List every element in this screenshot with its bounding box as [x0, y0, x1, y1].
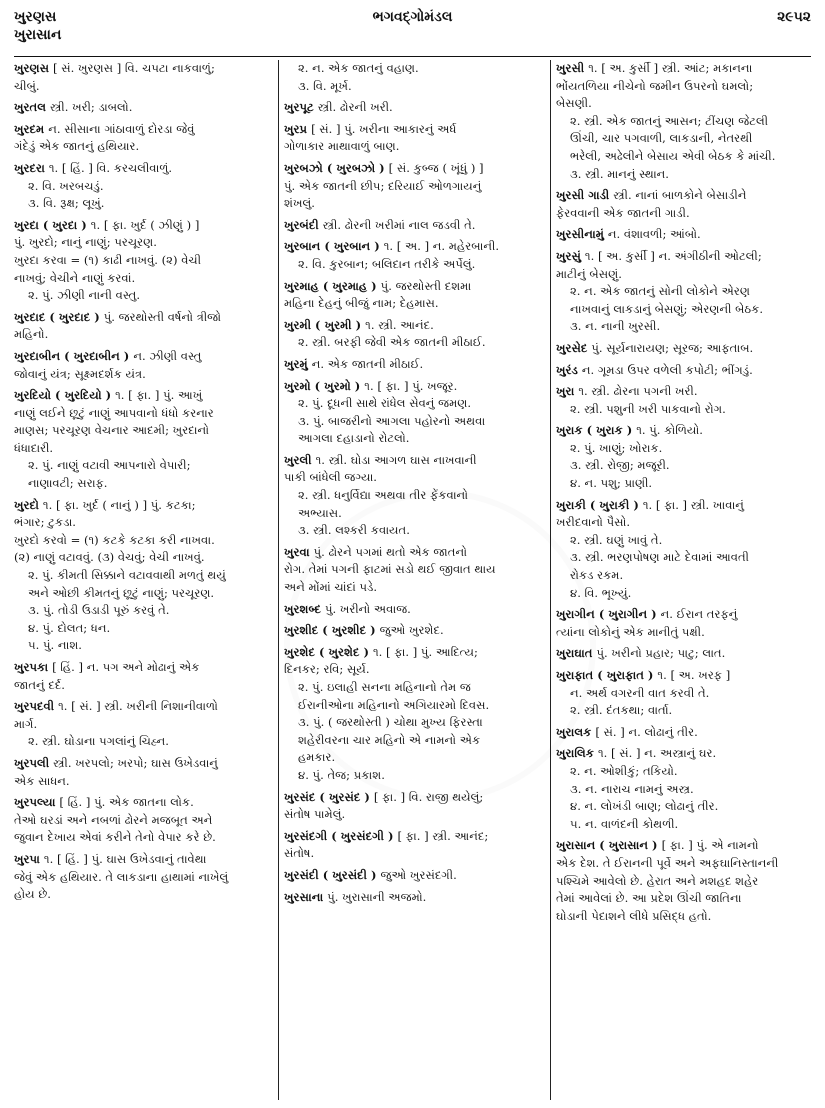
dictionary-entry [284, 828, 544, 863]
entry-definition-line: ખુરદા કરવા = (૧) કાઢી નાખવું. (૨) વેચી [14, 252, 202, 267]
entry-headword: ખુરાલક [556, 724, 592, 739]
entry-definition-line: ૧. સ્ત્રી. ઘોડા આગળ ઘાસ નાખવાની [315, 452, 477, 467]
entry-sense: નાણાવટી; સરાફ. [28, 476, 108, 491]
entry-definition-line: ન. એક જાતની મીઠાઈ. [311, 356, 424, 371]
entry-headword: ખુરાક ( ખુરાક ) [556, 423, 633, 438]
entry-headword: ખુરપ્ર [284, 121, 308, 136]
entry-headword: ખુરાકી ( ખુરાકી ) [556, 497, 639, 512]
entry-definition-line: ૧. [ અ. ] ન. મહેરબાની. [383, 239, 500, 254]
dictionary-entry [284, 238, 544, 273]
header-rule [14, 56, 811, 57]
entry-headword: ખુરલી [284, 452, 312, 467]
dictionary-entry [284, 867, 544, 885]
entry-definition-line: [ સં. ] પું. ખરીના આકારનું અર્ધ [311, 121, 457, 136]
entry-definition-line: [ હિં. ] ન. પગ અને મોઢાનું એક [52, 660, 200, 674]
dictionary-entry [284, 160, 544, 213]
entry-sense: ૨. પું. નાણું વટાવી આપનારો વેપારી; [28, 458, 191, 473]
entry-sense: ૨. ન. એક જાતનું વહાણ. [298, 61, 419, 75]
entry-sense: ૪. ન. લોખંડી બાણ; લોઢાનું તીર. [570, 799, 719, 814]
entry-headword: ખુરા [556, 384, 575, 399]
entry-definition-line: ન. વંશાવળી; આંબો. [607, 227, 701, 242]
entry-headword: ખુરપા [14, 851, 40, 866]
entry-definition-line: અને મોંમાં ચાંદાં પડે. [284, 580, 378, 595]
entry-definition-line: મહિનો. [14, 327, 49, 342]
entry-definition-line: જાતનું દર્દ. [14, 677, 65, 692]
entry-sense: ઈરાનીઓના મહિનાનો અગિયારમો દિવસ. [298, 697, 490, 712]
entry-definition-line: ૧. સ્ત્રી. ઢોરના પગની ખરી. [578, 384, 698, 399]
entry-headword: ખુરદાબીન ( ખુરદાબીન ) [14, 348, 130, 363]
entry-headword: ખુરંડ [556, 362, 578, 377]
page-header [14, 8, 811, 60]
entry-definition-line: બેસણી. [556, 96, 592, 111]
entry-definition-line: [ ફા. ] પું. એ નામનો [661, 838, 759, 853]
entry-headword: ખુરબાન ( ખુરબાન ) [284, 239, 380, 254]
entry-definition-line: [ સં. ખુરણસ ] વિ. ચપટા નાકવાળું; [53, 61, 215, 75]
entry-definition-line: જુઓ ખુરસંદગી. [380, 867, 457, 882]
entry-definition-line: ભંગાર; ટુકડા. [14, 515, 76, 530]
entry-definition-line: તેઓ ઘરડાં અને નબળાં ઢોરને મજબૂત અને [14, 812, 213, 827]
entry-definition-line: નાણું લઈને છૂટું નાણું આપવાનો ધંધો કરનાર [14, 405, 214, 420]
dictionary-entry [284, 121, 544, 156]
dictionary-entry [556, 745, 811, 833]
entry-definition-line: ન. ઝીણી વસ્તુ [133, 348, 202, 363]
entry-sense: ઊંચી, ચાર પગવાળી, લાકડાની, નેતરથી [570, 131, 753, 146]
dictionary-entry [284, 452, 544, 540]
entry-definition-line: પું. જરથોસ્તી વર્ષનો ત્રીજો [103, 309, 222, 324]
entry-sense: રોકડ રકમ. [570, 568, 624, 583]
dictionary-entry [284, 99, 544, 117]
entry-headword: ખુરમાહ ( ખુરમાહ ) [284, 278, 377, 293]
entry-definition-line: એક સાધન. [14, 773, 70, 788]
entry-definition-line: પું. ખરીનો પ્રહાર; પાટુ; લાત. [596, 646, 726, 661]
entry-sense: ૩. વિ. મૂર્ખ. [298, 78, 352, 93]
entry-headword: ખુરદરા [14, 160, 45, 175]
entry-headword: ખુરાગીન ( ખુરાગીન ) [556, 607, 657, 622]
entry-definition-line: જુવાન દેખાય એવાં કરીને તેનો વેપાર કરે છે. [14, 830, 216, 845]
entry-definition-line: ચીબું. [14, 78, 40, 93]
entry-headword: ખુરાલિક [556, 746, 594, 761]
entry-definition-line: દિનકર; રવિ; સૂર્ય. [284, 662, 370, 677]
entry-sense: ૨. સ્ત્રી. ઘોડાના પગલાંનું ચિહ્ન. [28, 734, 169, 749]
entry-sense: ૨. વિ. કુરબાન; બલિદાન તરીકે અર્પેલું. [298, 256, 476, 271]
entry-sense: ૨. ન. ઓશીકું; તકિયો. [570, 763, 678, 778]
entry-definition-line: સંતોષ પામેલું. [284, 807, 346, 822]
last-guide-word: ખુરાસાન [14, 27, 62, 43]
dictionary-entry [284, 317, 544, 352]
entry-definition-line: ૧. [ હિં. ] પું. ઘાસ ઉખેડવાનું તાવેથા [43, 851, 207, 866]
entry-definition-line: સ્ત્રી. ખરી; ડાબલો. [49, 100, 133, 115]
entry-definition-line: હોય છે. [14, 887, 51, 902]
entry-definition-line: ખરીદવાનો પૈસો. [556, 515, 631, 530]
entry-definition-line: શંખલું. [284, 196, 315, 211]
dictionary-entry [284, 544, 544, 597]
entry-definition-line: ફેરવવાની એક જાતની ગાડી. [556, 205, 690, 220]
entry-sense: ૩. પું. તોડી ઉડાડી પૂરું કરવું તે. [28, 603, 170, 618]
entry-sense: ૩. પું. બાજરીનો આગલા પહોરનો અથવા [298, 413, 486, 428]
entry-definition-line: [ સં. ] ન. લોઢાનું તીર. [595, 724, 698, 739]
dictionary-columns [14, 60, 811, 1100]
entry-sense: ૪. ન. પશુ; પ્રાણી. [570, 476, 653, 491]
entry-definition-line: ન. ગૂમડા ઉપર વળેલી કપોટી; ભીંગડું. [581, 362, 753, 377]
entry-definition-line: પાકી બાંધેલી જગ્યા. [284, 470, 377, 485]
dictionary-entry [284, 789, 544, 824]
entry-definition-line: જુઓ ખુરશેદ. [379, 623, 444, 638]
dictionary-entry [14, 659, 272, 694]
entry-definition-line: ભોંયતળિયા નીચેનો જમીન ઉપરનો ઘમલો; [556, 78, 754, 93]
entry-definition-line: પશ્ચિમે આવેલો છે. હેરાત અને મશહદ શહેર [556, 873, 759, 888]
entry-sense: ૪. પું. તેજ; પ્રકાશ. [298, 767, 385, 782]
entry-headword: ખુરપૂટ [284, 100, 314, 115]
entry-definition-line: પું. ખુરાસાની અજમો. [327, 889, 427, 904]
entry-sense: ૨. ન. એક જાતનું સોની લોકોને એરણ [570, 284, 750, 299]
entry-headword: ખુરાઘાત [556, 646, 593, 661]
entry-definition-line: તેમાં આવેલાં છે. આ પ્રદેશ ઊંચી જાતિના [556, 891, 742, 906]
entry-sense: ૨. પું. ઝીણી નાની વસ્તુ. [28, 288, 141, 303]
entry-headword: ખુરસેદ [556, 340, 588, 355]
entry-sense: ૨. વિ. ખરબચડું. [28, 178, 104, 193]
entry-headword: ખુરમો ( ખુરમો ) [284, 378, 361, 393]
dictionary-entry [556, 248, 811, 336]
entry-sense: ૪. પું. દોલત; ધન. [28, 620, 111, 635]
dictionary-entry [556, 60, 811, 183]
book-title: ભગવદ્ગોમંડલ [372, 9, 453, 25]
dictionary-entry [556, 645, 811, 663]
entry-definition-line: ૧. [ ફા. ખુર્દ ( નાનું ) ] પું. કટકા; [42, 497, 196, 512]
entry-headword: ખુરસાના [284, 889, 324, 904]
entry-headword: ખુરદો [14, 497, 39, 512]
entry-definition-line: ૧. [ ફા. ] પું. આખું [115, 388, 203, 403]
entry-headword: ખુરસીનામું [556, 227, 604, 242]
entry-definition-line: ૧. પું. કોળિયો. [636, 423, 703, 438]
dictionary-entry [556, 226, 811, 244]
entry-headword: ખુરસંદગી ( ખુરસંદગી ) [284, 828, 394, 843]
entry-definition-line: ન. સીસાના ગાંઠાવાળું દોરડા જેવું [48, 121, 195, 136]
entry-definition-line: પું. સૂર્યનારાયણ; સૂરજ; આફતાબ. [591, 340, 754, 355]
entry-definition-line: ૧. [ સં. ] સ્ત્રી. ખરીની નિશાનીવાળો [58, 699, 218, 714]
entry-definition-line: [ સં. કુબ્જ ( ખૂંધું ) ] [388, 160, 484, 175]
entry-sense: ૨. પું. ખાણું; ખોરાક. [570, 440, 663, 455]
entry-headword: ખુરમી ( ખુરમી ) [284, 317, 362, 332]
entry-definition-line: માર્ગ. [14, 716, 38, 731]
entry-sense: આગલા દહાડાનો રોટલો. [298, 431, 410, 446]
dictionary-entry [14, 387, 272, 493]
entry-headword: ખુરસી ગાડી [556, 188, 610, 203]
entry-headword: ખુરણસ [14, 61, 50, 75]
dictionary-entry [14, 755, 272, 790]
dictionary-entry [284, 601, 544, 619]
entry-definition-line: ૧. [ ફા. ] પું. આદિત્ય; [372, 644, 478, 659]
entry-headword: ખુરસી [556, 61, 585, 75]
entry-sense: ૨. સ્ત્રી. એક જાતનું આસન; ટીંચણ જેટલી [570, 113, 769, 128]
dictionary-entry [14, 698, 272, 751]
entry-definition-line: ધંધાદારી. [14, 440, 54, 455]
dictionary-entry [284, 60, 544, 95]
entry-headword: ખુરશબ્દ [284, 601, 321, 616]
entry-definition-line: પું. જરથોસ્તી દશમા [380, 278, 472, 293]
column-divider [550, 60, 551, 1100]
entry-sense: ૩. ન. નારાચ નામનું અસ્ત્ર. [570, 781, 694, 796]
entry-definition-line: ત્યાંના લોકોનું એક માનીતું પક્ષી. [556, 624, 705, 639]
dictionary-entry [14, 99, 272, 117]
entry-sense: ૫. ન. વાળંદની કોથળી. [570, 816, 679, 831]
entry-headword: ખુરદમ [14, 121, 45, 136]
entry-sense: નાખવાનું લાકડાનું બેસણું; એરણની બેઠક. [570, 301, 764, 316]
entry-headword: ખુરાસાન ( ખુરાસાન ) [556, 838, 658, 853]
entry-sense: ૩. સ્ત્રી. લશ્કરી કવાયત. [298, 523, 410, 538]
entry-headword: ખુરવા [284, 544, 310, 559]
entry-sense: ૩. સ્ત્રી. રોજી; મજૂરી. [570, 458, 670, 473]
dictionary-entry [284, 622, 544, 640]
dictionary-entry [14, 309, 272, 344]
dictionary-entry [284, 889, 544, 907]
entry-headword: ખુરસંદ ( ખુરસંદ ) [284, 789, 370, 804]
entry-definition-line: ખુરદો કરવો = (૧) કટકે કટકા કરી નાખવા. [14, 532, 215, 547]
entry-sense: અને ઓછી કીમતનું છૂટું નાણું; પરચૂરણ. [28, 585, 215, 600]
entry-sense: ૩. સ્ત્રી. માનનું સ્થાન. [570, 166, 669, 181]
dictionary-entry [14, 60, 272, 95]
entry-headword: ખુરદા ( ખુરદા ) [14, 217, 87, 232]
dictionary-entry [14, 217, 272, 305]
entry-sense: ૨. પું. દૂધની સાથે રાંધેલ સેવનું જમણ. [298, 396, 472, 411]
entry-definition-line: ગોળાકાર માથાવાળું બાણ. [284, 139, 400, 154]
entry-definition-line: (૨) નાણું વટાવવું. (૩) વેચવું; વેચી નાખવું. [14, 550, 205, 565]
dictionary-entry [556, 383, 811, 418]
dictionary-entry [556, 187, 811, 222]
dictionary-entry [556, 606, 811, 641]
dictionary-entry [284, 278, 544, 313]
dictionary-entry [556, 362, 811, 380]
entry-definition-line: સ્ત્રી. ઢોરની ખરી. [317, 100, 393, 115]
dictionary-entry [556, 497, 811, 603]
entry-sense: ભરેલી, અઢેલીને બેસાય એવી બેઠક કે માંચી. [570, 148, 776, 163]
dictionary-entry [14, 160, 272, 213]
entry-definition-line: [ ફા. ] વિ. રાજી થયેલું; [373, 789, 484, 804]
dictionary-entry [14, 851, 272, 904]
entry-definition-line: એક દેશ. તે ઈરાનની પૂર્વે અને અફઘાનિસ્તાનની [556, 855, 779, 870]
first-guide-word: ખુરણસ [14, 9, 57, 25]
entry-headword: ખુરતલ [14, 100, 46, 115]
entry-headword: ખુરદિયો ( ખુરદિયો ) [14, 388, 112, 403]
entry-headword: ખુરસંદી ( ખુરસંદી ) [284, 867, 377, 882]
entry-definition-line: ૧. [ ફા. ખુર્દ ( ઝીણું ) ] [90, 217, 200, 232]
entry-definition-line: જેવું એક હથિયાર. તે લાકડાના હાથામાં નાખેલું [14, 869, 229, 884]
entry-definition-line: રોગ. તેમાં પગની ફાટમાં સડો થઈ જીવાત થાય [284, 562, 496, 577]
entry-definition-line: માટીનું બેસણું. [556, 266, 622, 281]
dictionary-entry [556, 667, 811, 720]
entry-definition-line: નાખવું; વેચીને નાણું કરવાં. [14, 270, 136, 285]
entry-headword: ખુરપલી [14, 755, 50, 770]
column-3 [556, 60, 811, 1100]
entry-headword: ખુરસું [556, 248, 581, 263]
entry-definition-line: ૧. સ્ત્રી. આનંદ. [365, 317, 434, 332]
entry-headword: ખુરપકા [14, 660, 49, 674]
entry-headword: ખુરશીદ ( ખુરશીદ ) [284, 623, 376, 638]
entry-headword: ખુરશેદ ( ખુરશેદ ) [284, 644, 369, 659]
entry-definition-line: પું. ખુરદો; નાનું નાણું; પરચૂરણ. [14, 235, 157, 250]
entry-definition-line: ન. ઈરાન તરફનું [660, 607, 738, 622]
entry-definition-line: પું. એક જાતની છીપ; દરિયાઈ ઓળગાયનું [284, 178, 482, 193]
entry-sense: ૫. પું. નાશ. [28, 638, 82, 653]
dictionary-entry [556, 837, 811, 925]
dictionary-entry [14, 497, 272, 655]
entry-sense: ૪. વિ. ભૂખ્યું. [570, 585, 632, 600]
entry-definition-line: [ હિં. ] પું. એક જાતના લોક. [59, 795, 194, 810]
entry-definition-line: ૧. [ અ. ખરફ ] [657, 668, 731, 682]
entry-sense: ૨. સ્ત્રી. દંતકથા; વાર્તા. [570, 703, 673, 718]
entry-definition-line: ૧. [ હિં. ] વિ. કરચલીવાળું. [48, 160, 173, 175]
entry-definition-line: સંતોષ. [284, 846, 315, 861]
entry-definition-line: ૧. [ ફા. ] સ્ત્રી. ખાવાનું [642, 497, 744, 512]
entry-sense: ૨. સ્ત્રી. પશુની ખરી પાકવાનો રોગ. [570, 401, 726, 416]
entry-definition-line: મહિના દેહનું બીજું નામ; દેહમાસ. [284, 296, 439, 311]
entry-definition-line: પું. ખરીનો અવાજ. [324, 601, 411, 616]
dictionary-entry [556, 340, 811, 358]
dictionary-entry [14, 348, 272, 383]
entry-headword: ખુરબંદી [284, 217, 319, 232]
entry-sense: ૩. પું. ( જરથોસ્તી ) ચોથા મુખ્ય ફિરસ્તા [298, 715, 483, 730]
entry-definition-line: ૧. [ સં. ] ન. અસ્ત્રાનું ઘર. [597, 746, 717, 761]
entry-headword: ખુરમું [284, 356, 308, 371]
column-divider [278, 60, 279, 1100]
entry-sense: ૨. સ્ત્રી. બરફી જેવી એક જાતની મીઠાઈ. [298, 335, 486, 350]
entry-sense: હમકાર. [298, 750, 336, 765]
entry-headword: ખુરપદવી [14, 699, 55, 714]
entry-definition-line: ૧. [ અ. કુર્સી ] સ્ત્રી. આંટ; મકાનના [588, 61, 753, 75]
entry-definition-line: પું. ઢોરને પગમાં થતો એક જાતનો [313, 544, 467, 559]
entry-sense: ૨. પું. ઇલાહી સનના મહિનાનો તેમ જ [298, 680, 471, 694]
dictionary-entry [14, 794, 272, 847]
entry-headword: ખુરપલ્યા [14, 795, 56, 810]
entry-sense: ૨. સ્ત્રી. ધનુર્વિદ્યા અથવા તીર ફેંકવાનો [298, 488, 469, 503]
entry-sense: ૩. વિ. રૂક્ષ; લૂખું. [28, 196, 105, 211]
entry-sense: ન. અર્થ વગરની વાત કરવી તે. [570, 685, 710, 700]
dictionary-entry [556, 422, 811, 492]
dictionary-entry [284, 356, 544, 374]
entry-definition-line: ૧. [ ફા. ] પું. ખજૂર. [364, 378, 458, 393]
column-2 [284, 60, 544, 1100]
entry-sense: ૨. સ્ત્રી. ઘણું ખાવું તે. [570, 532, 663, 547]
entry-definition-line: ૧. [ અ. કુર્સી ] ન. અંગીઠીની ઓટલી; [584, 248, 762, 263]
dictionary-entry [14, 121, 272, 156]
dictionary-entry [284, 644, 544, 785]
entry-sense: ૩. ન. નાની ખુરસી. [570, 319, 661, 334]
entry-sense: ૩. સ્ત્રી. ભરણપોષણ માટે દેવામાં આવતી [570, 550, 749, 565]
entry-definition-line: [ ફા. ] સ્ત્રી. આનંદ; [397, 828, 489, 843]
entry-sense: ૨. પું. કીમતી સિક્કાને વટાવવાથી મળતું થયું [28, 568, 226, 583]
entry-definition-line: ઘોડાની પેદાશને લીધે પ્રસિદ્ધ હતો. [556, 908, 712, 923]
dictionary-entry [284, 217, 544, 235]
entry-sense: અભ્યાસ. [298, 505, 342, 520]
entry-definition-line: ગંદેડું એક જાતનું હથિયાર. [14, 139, 140, 154]
column-1 [14, 60, 272, 1100]
entry-definition-line: જોવાનું યંત્ર; સૂક્ષ્મદર્શક યંત્ર. [14, 366, 146, 381]
entry-definition-line: માણસ; પરચૂરણ વેચનાર આદમી; ખુરદાનો [14, 423, 210, 438]
entry-definition-line: સ્ત્રી. ખરપલો; ખરપો; ઘાસ ઉખેડવાનું [53, 755, 218, 770]
entry-sense: શહેરીવરના ચાર મહિનો એ નામનો એક [298, 732, 481, 747]
entry-headword: ખુરબઝો ( ખુરબઝો ) [284, 160, 385, 175]
dictionary-entry [556, 724, 811, 742]
entry-headword: ખુરદાદ ( ખુરદાદ ) [14, 309, 100, 324]
page-number: ૨૯૫૨ [777, 9, 811, 25]
dictionary-entry [284, 378, 544, 448]
entry-definition-line: સ્ત્રી. ઢોરની ખરીમાં નાલ જડવી તે. [322, 217, 476, 232]
entry-definition-line: સ્ત્રી. નાનાં બાળકોને બેસાડીને [613, 188, 747, 203]
entry-headword: ખુરાફાત ( ખુરાફાત ) [556, 668, 654, 682]
